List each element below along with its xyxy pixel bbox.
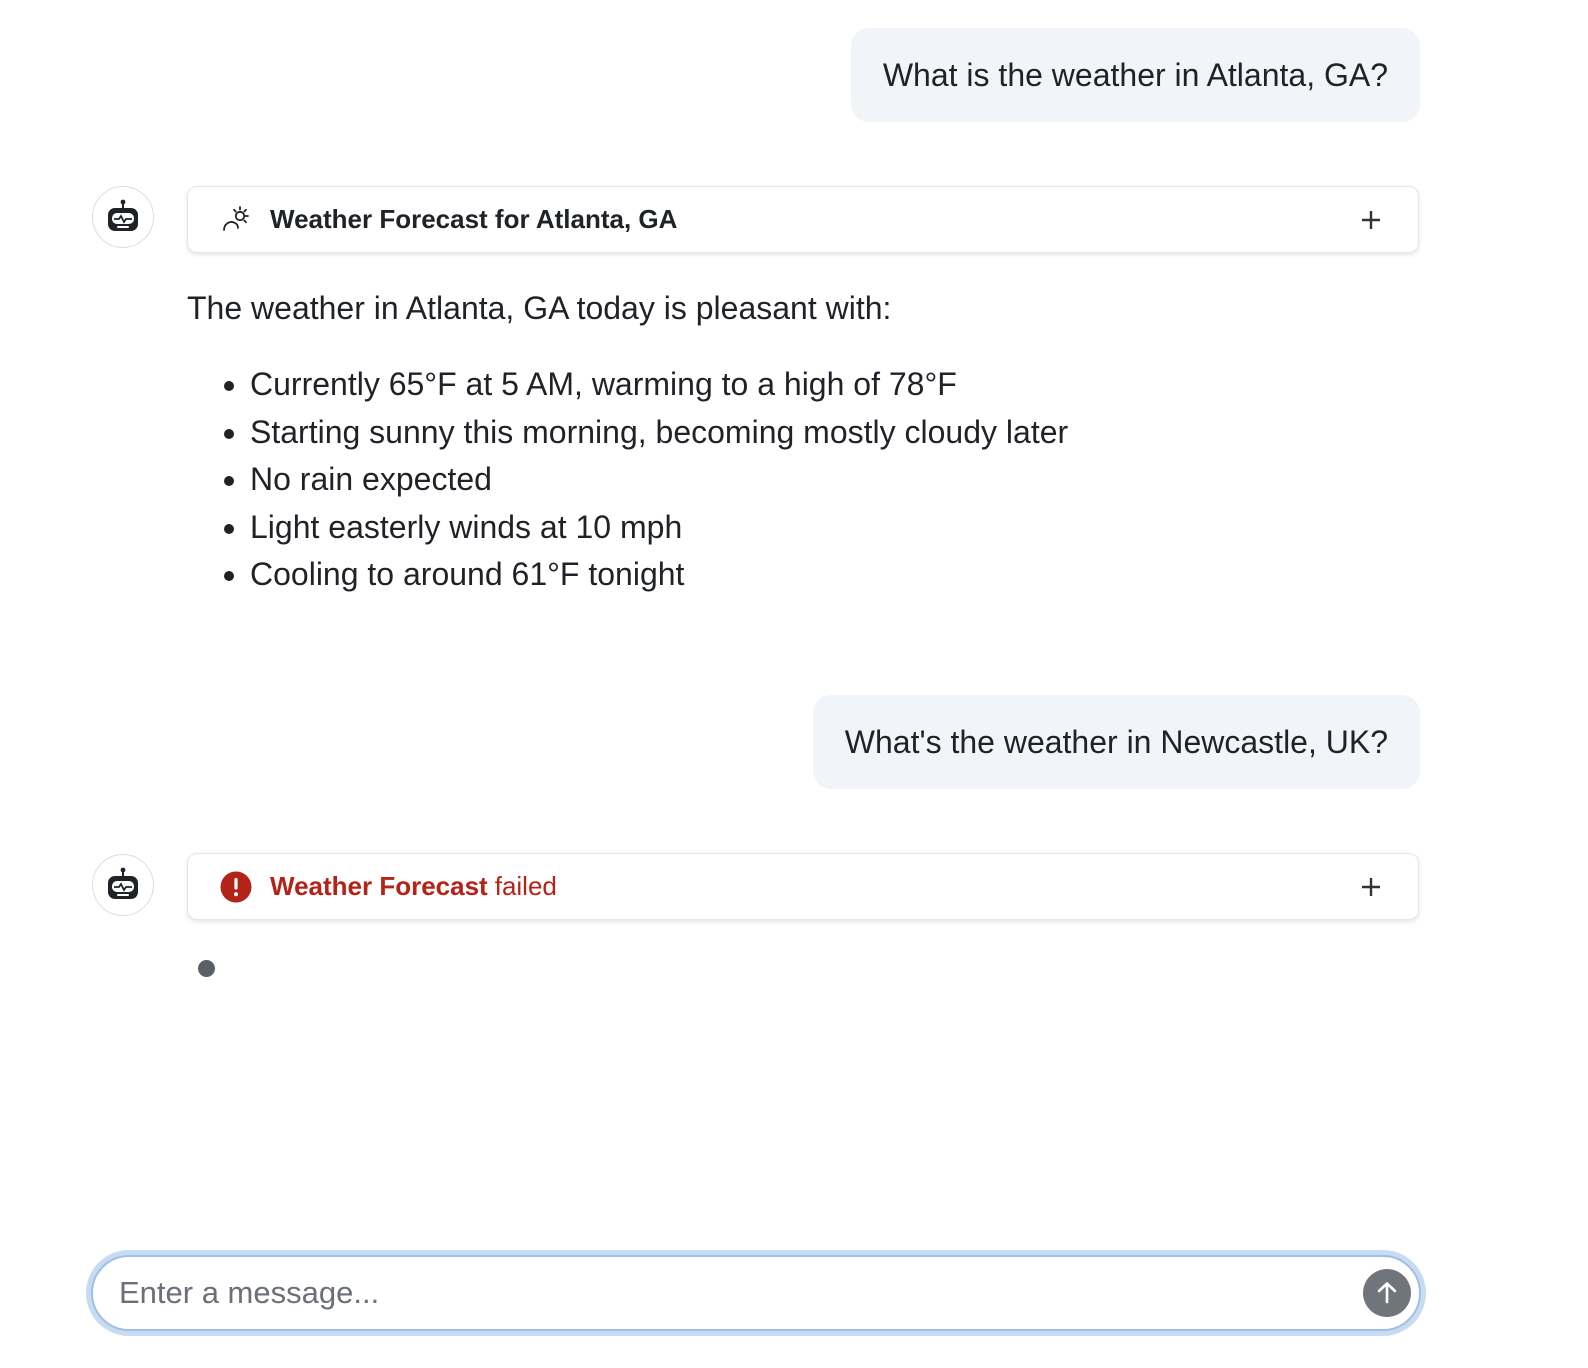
tool-call-card-failed[interactable] <box>187 853 1419 920</box>
answer-intro: The weather in Atlanta, GA today is pleasant with: <box>187 290 892 326</box>
robot-icon <box>103 865 143 905</box>
list-item: • Cooling to around 61°F tonight <box>250 551 1068 599</box>
answer-list <box>187 361 1068 599</box>
composer <box>86 1250 1426 1336</box>
message-input[interactable] <box>117 1274 1363 1312</box>
assistant-avatar <box>92 854 154 916</box>
user-message-text: What is the weather in Atlanta, GA? <box>882 56 1388 93</box>
expand-plus-icon[interactable] <box>1356 205 1386 235</box>
message-input-container[interactable] <box>91 1255 1421 1331</box>
user-message <box>851 28 1420 122</box>
tool-call-card[interactable] <box>187 186 1419 253</box>
sun-behind-cloud-icon <box>220 204 252 236</box>
arrow-up-icon <box>1374 1280 1400 1306</box>
list-item: • Currently 65°F at 5 AM, warming to a high of 78°F <box>250 361 1068 409</box>
tool-call-title: Weather Forecast for Atlanta, GA <box>270 204 678 234</box>
typing-indicator-dot <box>198 960 215 977</box>
assistant-message <box>187 285 1068 599</box>
tool-call-title: Weather Forecast <box>270 871 488 901</box>
robot-icon <box>103 197 143 237</box>
tool-call-status: failed <box>494 871 557 901</box>
list-item: • No rain expected <box>250 456 1068 504</box>
user-message <box>813 695 1420 789</box>
user-message-text: What's the weather in Newcastle, UK? <box>844 723 1388 760</box>
error-alert-icon <box>220 871 252 903</box>
send-button[interactable] <box>1363 1269 1411 1317</box>
list-item: • Starting sunny this morning, becoming mostly cloudy later <box>250 409 1068 457</box>
expand-plus-icon[interactable] <box>1356 872 1386 902</box>
assistant-avatar <box>92 186 154 248</box>
list-item: • Light easterly winds at 10 mph <box>250 504 1068 552</box>
